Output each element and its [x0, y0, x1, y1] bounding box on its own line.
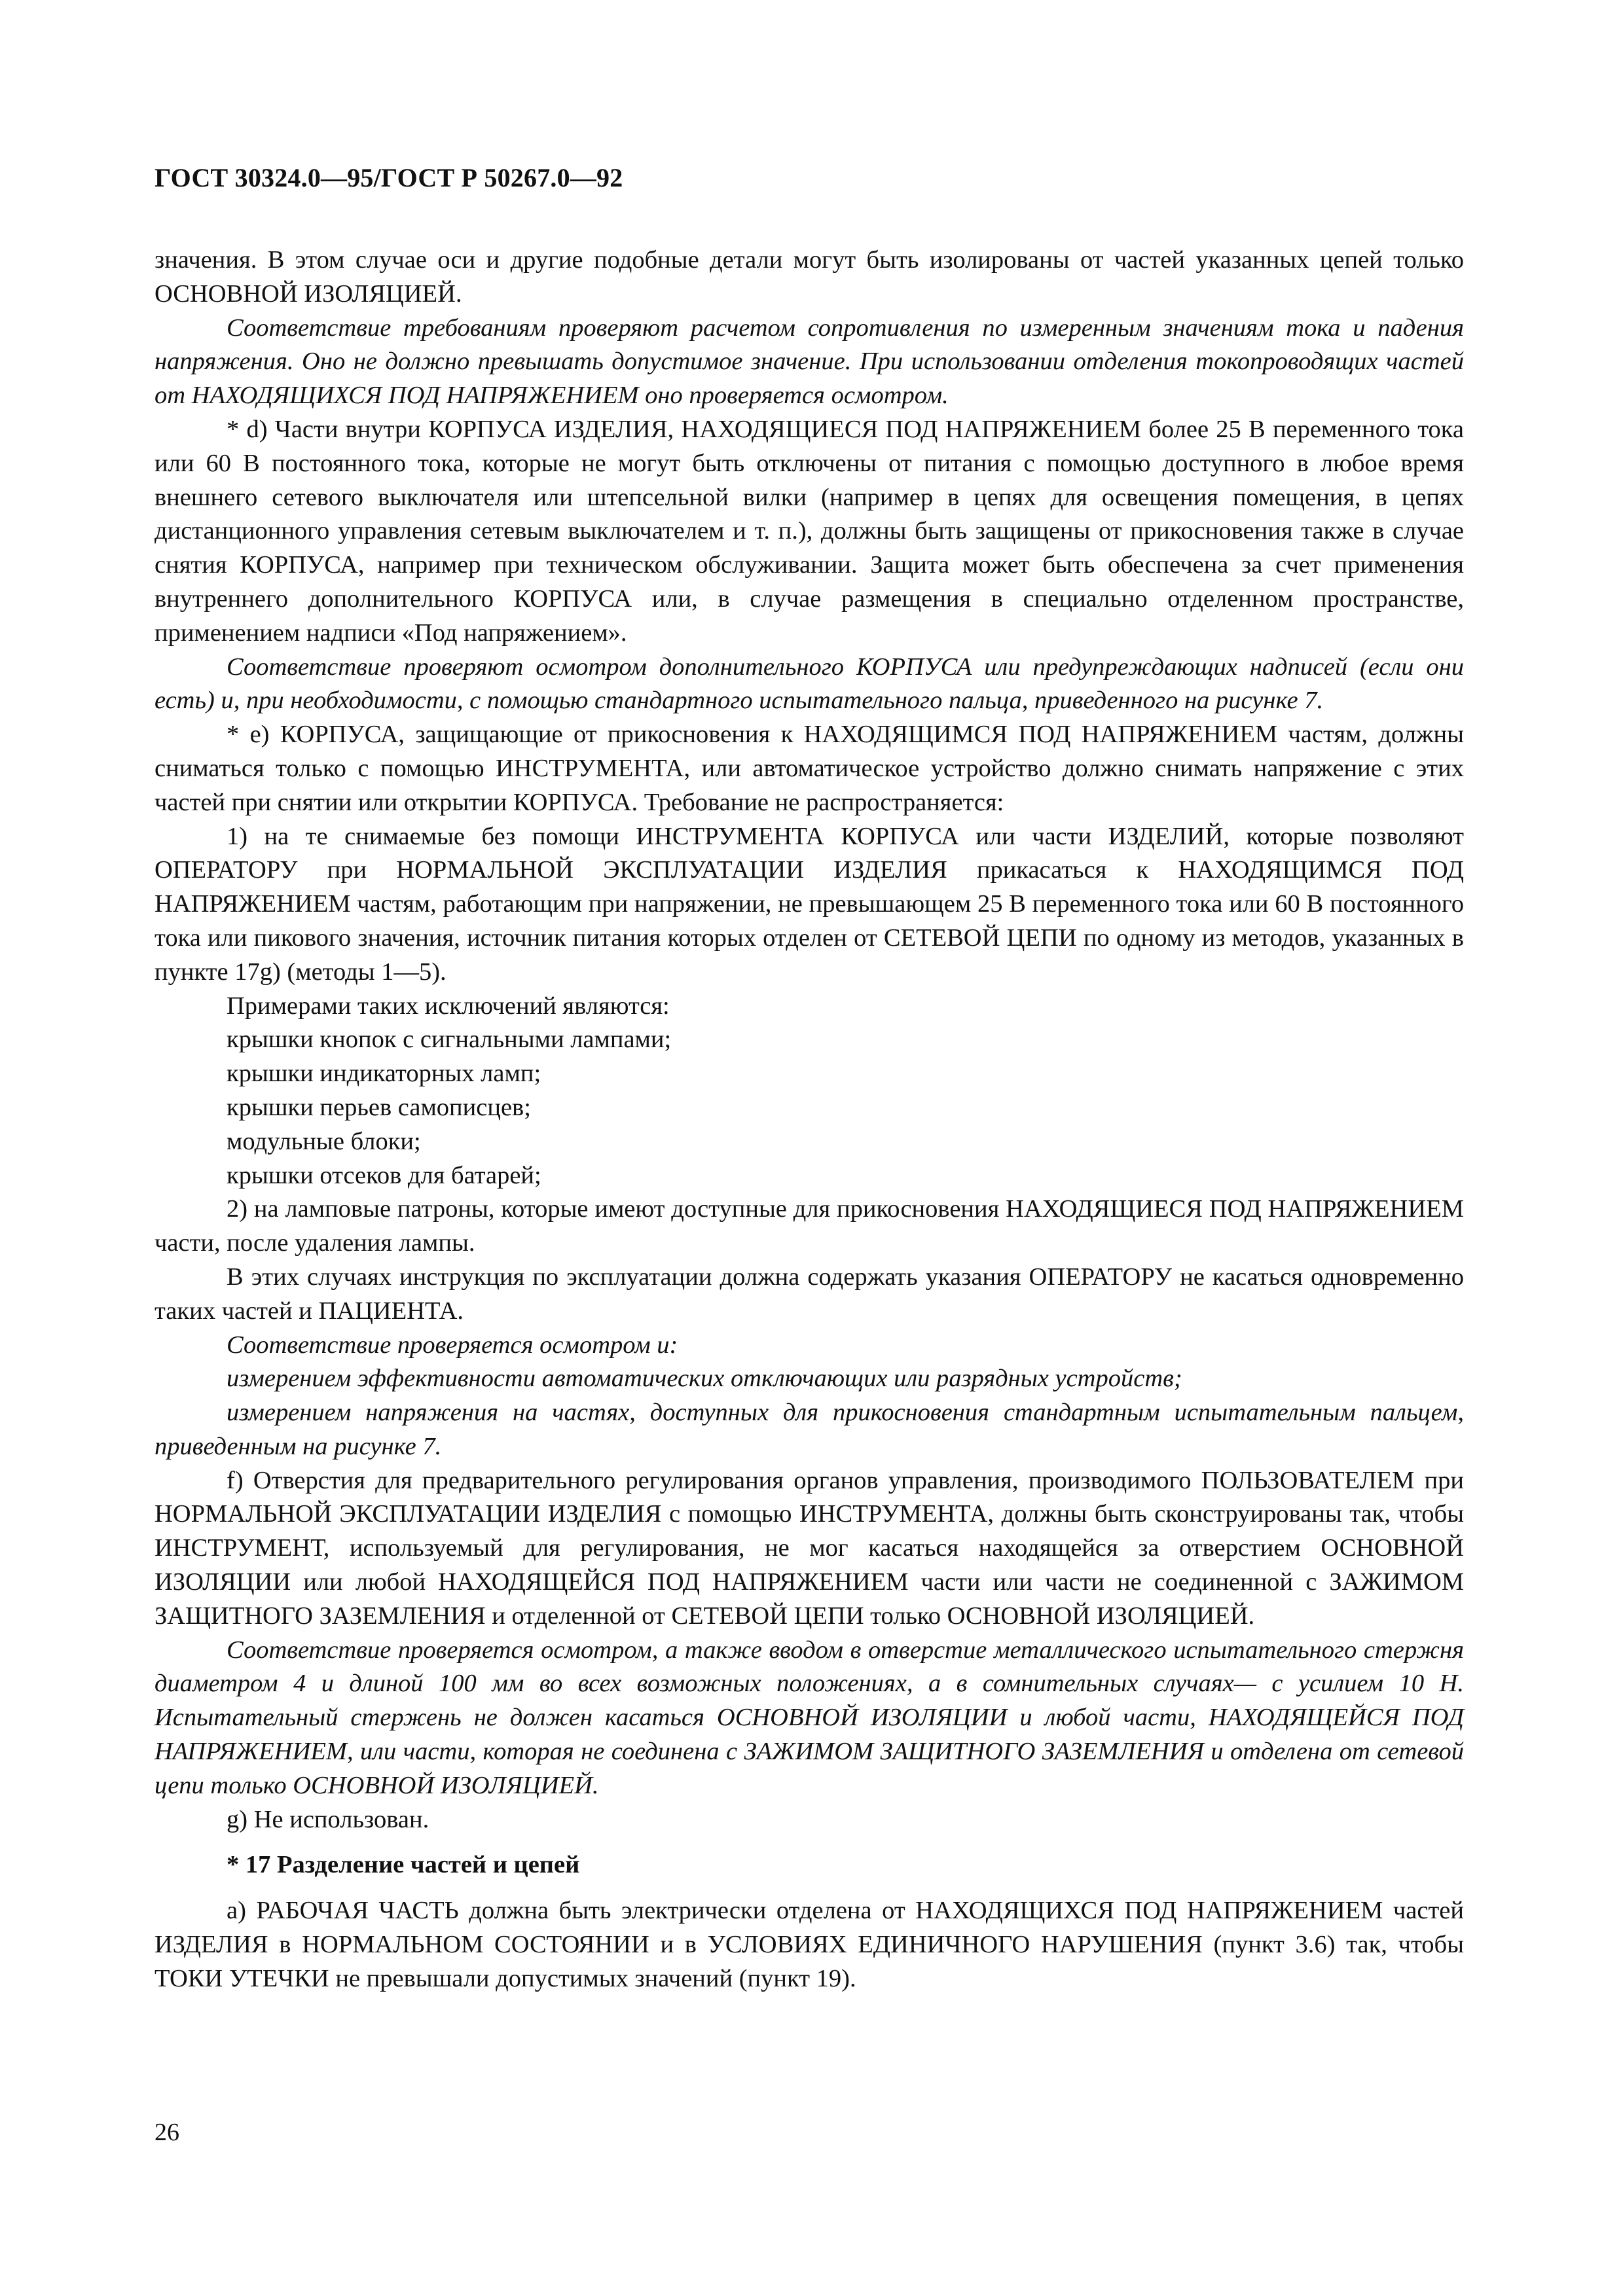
section-heading: * 17 Разделение частей и цепей — [227, 1851, 580, 1879]
compliance-note: Соответствие проверяется осмотром и: — [227, 1331, 678, 1359]
compliance-note: измерением напряжения на частях, доступных для прикосновения стандартным испытательным пальцем, приведенным на рисунке 7. — [155, 1399, 1464, 1460]
body-paragraph: * е) КОРПУСА, защищающие от прикосновения к НАХОДЯЩИМСЯ ПОД НАПРЯЖЕНИЕМ частям, должны сниматься только с помощью ИНСТРУМЕНТА, или автоматическое устройство должно снимать напряжение с этих частей при снятии или открытии КОРПУСА. Требование не распространяется: — [155, 721, 1464, 816]
page-number: 26 — [155, 2119, 179, 2146]
compliance-note: Соответствие проверяют осмотром дополнительного КОРПУСА или предупреждающих надписей (если они есть) и, при необходимости, с помощью стандартного испытательного пальца, приведенного на рисунке 7. — [155, 653, 1464, 715]
body-paragraph: модульные блоки; — [227, 1127, 421, 1155]
body-paragraph: 2) на ламповые патроны, которые имеют доступные для прикосновения НАХОДЯЩИЕСЯ ПОД НАПРЯЖЕНИЕМ части, после удаления лампы. — [155, 1195, 1464, 1257]
body-paragraph: крышки отсеков для батарей; — [227, 1161, 541, 1189]
body-paragraph: крышки перьев самописцев; — [227, 1093, 531, 1121]
body-paragraph: крышки кнопок с сигнальными лампами; — [227, 1026, 672, 1054]
body-paragraph: g) Не использован. — [227, 1805, 429, 1833]
body-paragraph: Примерами таких исключений являются: — [227, 992, 670, 1020]
compliance-note: Соответствие требованиям проверяют расчетом сопротивления по измеренным значениям тока и падения напряжения. Оно не должно превышать допустимое значение. При использовании отделения токопроводящих частей от НАХОДЯЩИХСЯ ПОД НАПРЯЖЕНИЕМ оно проверяется осмотром. — [155, 314, 1464, 410]
body-paragraph: В этих случаях инструкция по эксплуатации должна содержать указания ОПЕРАТОРУ не касаться одновременно таких частей и ПАЦИЕНТА. — [155, 1263, 1464, 1325]
body-paragraph: 1) на те снимаемые без помощи ИНСТРУМЕНТА КОРПУСА или части ИЗДЕЛИЙ, которые позволяют ОПЕРАТОРУ при НОРМАЛЬНОЙ ЭКСПЛУАТАЦИИ ИЗДЕЛИЯ прикасаться к НАХОДЯЩИМСЯ ПОД НАПРЯЖЕНИЕМ частям, работающим при напряжении, не превышающем 25 В переменного тока или 60 В постоянного тока или пикового значения, источник питания которых отделен от СЕТЕВОЙ ЦЕПИ по одному из методов, указанных в пункте 17g) (методы 1—5). — [155, 822, 1464, 986]
body-paragraph: значения. В этом случае оси и другие подобные детали могут быть изолированы от частей указанных цепей только ОСНОВНОЙ ИЗОЛЯЦИЕЙ. — [155, 246, 1464, 308]
body-paragraph: * d) Части внутри КОРПУСА ИЗДЕЛИЯ, НАХОДЯЩИЕСЯ ПОД НАПРЯЖЕНИЕМ более 25 В переменного тока или 60 В постоянного тока, которые не могут быть отключены от питания с помощью доступного в любое время внешнего сетевого выключателя или штепсельной вилки (например в цепях для освещения помещения, в цепях дистанционного управления сетевым выключателем и т. п.), должны быть защищены от прикосновения также в случае снятия КОРПУСА, например при техническом обслуживании. Защита может быть обеспечена за счет применения внутреннего дополнительного КОРПУСА или, в случае размещения в специально отделенном пространстве, применением надписи «Под напряжением». — [155, 415, 1464, 647]
compliance-note: Соответствие проверяется осмотром, а также вводом в отверстие металлического испытательного стержня диаметром 4 и длиной 100 мм во всех возможных положениях, а в сомнительных случаях— с усилием 10 Н. Испытательный стержень не должен касаться ОСНОВНОЙ ИЗОЛЯЦИИ и любой части, НАХОДЯЩЕЙСЯ ПОД НАПРЯЖЕНИЕМ, или части, которая не соединена с ЗАЖИМОМ ЗАЩИТНОГО ЗАЗЕМЛЕНИЯ и отделена от сетевой цепи только ОСНОВНОЙ ИЗОЛЯЦИЕЙ. — [155, 1636, 1464, 1799]
body-paragraph: f) Отверстия для предварительного регулирования органов управления, производимого ПОЛЬЗОВАТЕЛЕМ при НОРМАЛЬНОЙ ЭКСПЛУАТАЦИИ ИЗДЕЛИЯ с помощью ИНСТРУМЕНТА, должны быть сконструированы так, чтобы ИНСТРУМЕНТ, используемый для регулирования, не мог касаться находящейся за отверстием ОСНОВНОЙ ИЗОЛЯЦИИ или любой НАХОДЯЩЕЙСЯ ПОД НАПРЯЖЕНИЕМ части или части не соединенной с ЗАЖИМОМ ЗАЩИТНОГО ЗАЗЕМЛЕНИЯ и отделенной от СЕТЕВОЙ ЦЕПИ только ОСНОВНОЙ ИЗОЛЯЦИЕЙ. — [155, 1466, 1464, 1630]
body-paragraph: крышки индикаторных ламп; — [227, 1060, 541, 1088]
body-paragraph: а) РАБОЧАЯ ЧАСТЬ должна быть электрически отделена от НАХОДЯЩИХСЯ ПОД НАПРЯЖЕНИЕМ частей ИЗДЕЛИЯ в НОРМАЛЬНОМ СОСТОЯНИИ и в УСЛОВИЯХ ЕДИНИЧНОГО НАРУШЕНИЯ (пункт 3.6) так, чтобы ТОКИ УТЕЧКИ не превышали допустимых значений (пункт 19). — [155, 1897, 1464, 1992]
page-header-title: ГОСТ 30324.0—95/ГОСТ Р 50267.0—92 — [155, 163, 623, 192]
compliance-note: измерением эффективности автоматических отключающих или разрядных устройств; — [227, 1365, 1182, 1393]
document-body — [155, 243, 1464, 1996]
